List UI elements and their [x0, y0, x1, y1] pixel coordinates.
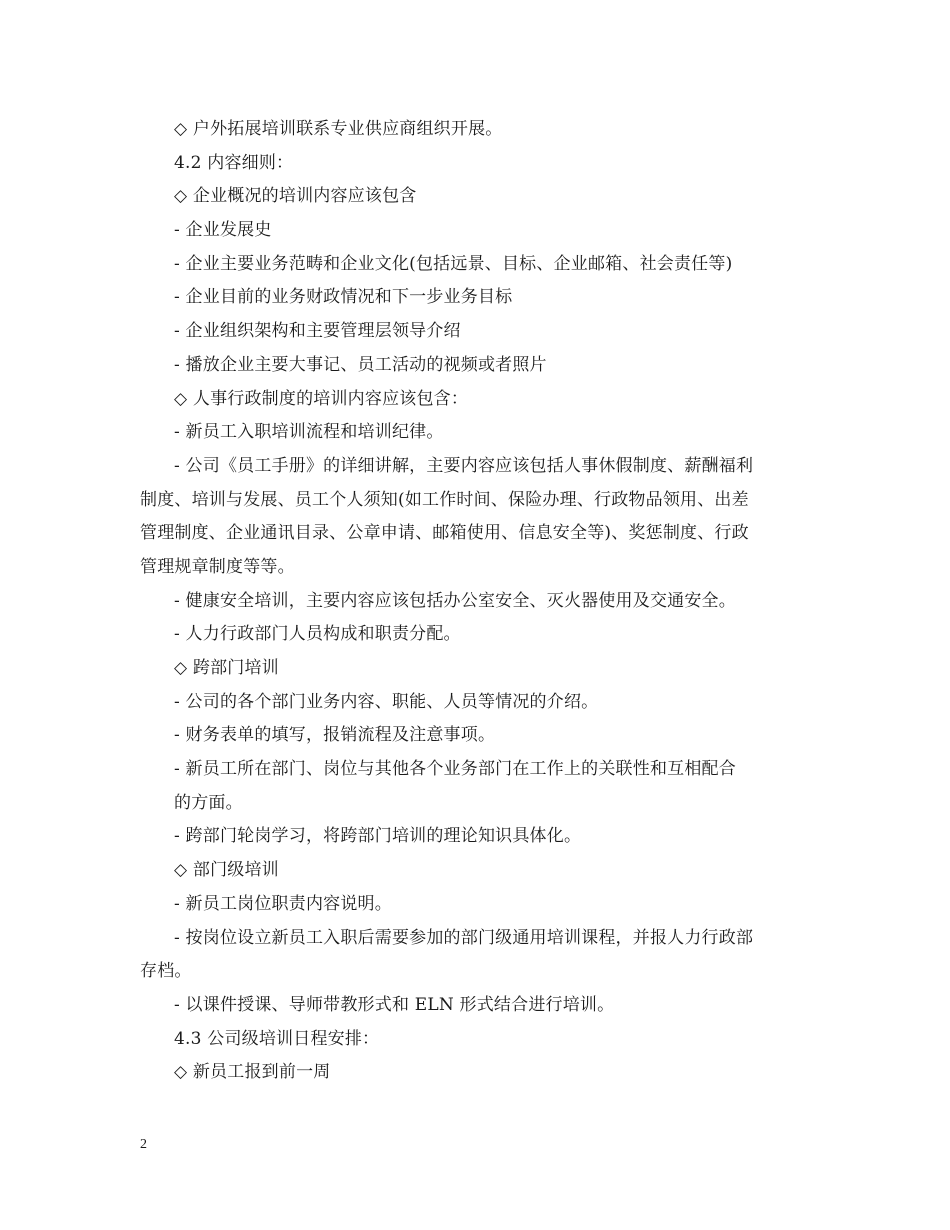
- text-line: - 企业组织架构和主要管理层领导介绍: [174, 321, 461, 342]
- text-line: 4.2 内容细则：: [174, 152, 294, 173]
- text-line: - 公司《员工手册》的详细讲解，主要内容应该包括人事休假制度、薪酬福利: [174, 455, 754, 476]
- text-line: - 新员工所在部门、岗位与其他各个业务部门在工作上的关联性和互相配合: [174, 759, 736, 780]
- text-line: - 播放企业主要大事记、员工活动的视频或者照片: [174, 354, 547, 375]
- text-line: ◇ 人事行政制度的培训内容应该包含：: [174, 388, 469, 409]
- text-line: ◇ 跨部门培训: [174, 658, 279, 678]
- text-line: - 企业发展史: [174, 220, 272, 241]
- text-line: - 企业目前的业务财政情况和下一步业务目标: [174, 287, 513, 308]
- text-line: - 公司的各个部门业务内容、职能、人员等情况的介绍。: [174, 691, 599, 712]
- text-line: - 以课件授课、导师带教形式和 ELN 形式结合进行培训。: [174, 994, 615, 1015]
- text-line: 管理规章制度等等。: [140, 556, 295, 577]
- text-line: - 跨部门轮岗学习，将跨部门培训的理论知识具体化。: [174, 826, 582, 847]
- text-line: ◇ 部门级培训: [174, 860, 279, 881]
- text-line: - 财务表单的填写，报销流程及注意事项。: [174, 725, 496, 746]
- page-number: 2: [140, 1137, 147, 1152]
- text-line: 4.3 公司级培训日程安排：: [174, 1028, 380, 1049]
- text-line: ◇ 户外拓展培训联系专业供应商组织开展。: [174, 119, 503, 139]
- text-line: 制度、培训与发展、员工个人须知(如工作时间、保险办理、行政物品领用、出差: [140, 489, 749, 510]
- text-line: 存档。: [140, 961, 192, 982]
- document-body: [140, 113, 815, 1090]
- text-line: 的方面。: [174, 792, 243, 813]
- text-line: - 健康安全培训，主要内容应该包括办公室安全、灭火器使用及交通安全。: [174, 590, 736, 611]
- text-line: - 按岗位设立新员工入职后需要参加的部门级通用培训课程，并报人力行政部: [174, 927, 754, 948]
- text-line: 管理制度、企业通讯目录、公章申请、邮箱使用、信息安全等)、奖惩制度、行政: [140, 523, 749, 544]
- text-line: - 企业主要业务范畴和企业文化(包括远景、目标、企业邮箱、社会责任等): [174, 253, 733, 274]
- text-line: - 新员工入职培训流程和培训纪律。: [174, 422, 444, 443]
- text-line: ◇ 企业概况的培训内容应该包含: [174, 186, 417, 207]
- text-line: - 人力行政部门人员构成和职责分配。: [174, 624, 461, 645]
- text-line: - 新员工岗位职责内容说明。: [174, 893, 392, 914]
- text-line: ◇ 新员工报到前一周: [174, 1062, 331, 1083]
